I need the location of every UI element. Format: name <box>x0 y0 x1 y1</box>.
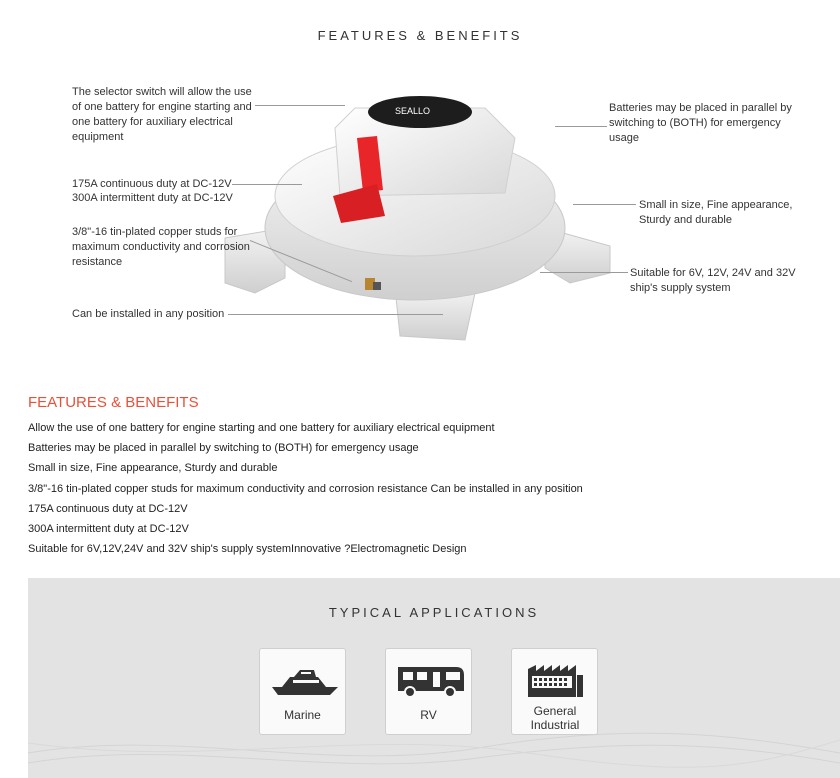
application-card-industrial[interactable] <box>511 648 598 735</box>
application-card-rv[interactable] <box>385 648 472 735</box>
callout-parallel: Batteries may be placed in parallel by switching to (BOTH) for emergency usage <box>609 102 792 144</box>
callout-line <box>555 126 607 127</box>
callout-studs: 3/8"-16 tin-plated copper studs for maximum conductivity and corrosion resistance <box>72 226 250 268</box>
applications-section <box>28 578 840 778</box>
feature-item: 3/8"-16 tin-plated copper studs for maximum conductivity and corrosion resistance Can be installed in any position <box>28 482 583 495</box>
callout-suitable: Suitable for 6V, 12V, 24V and 32V ship's supply system <box>630 267 796 294</box>
feature-item: Suitable for 6V,12V,24V and 32V ship's supply systemInnovative ?Electromagnetic Design <box>28 543 467 556</box>
feature-item: 300A intermittent duty at DC-12V <box>28 523 189 536</box>
callout-selector: The selector switch will allow the use of one battery for engine starting and one battery for auxiliary electrical equipment <box>72 86 252 143</box>
callout-line <box>232 184 302 185</box>
rv-icon <box>386 661 473 699</box>
feature-item: 175A continuous duty at DC-12V <box>28 502 188 515</box>
yacht-icon <box>260 661 347 699</box>
callout-size: Small in size, Fine appearance, Sturdy and durable <box>639 199 793 226</box>
feature-item: Batteries may be placed in parallel by switching to (BOTH) for emergency usage <box>28 442 419 455</box>
application-label: RV <box>420 708 437 722</box>
top-title: FEATURES & BENEFITS <box>317 28 523 43</box>
callout-duty-intermittent: 300A intermittent duty at DC-12V <box>72 192 233 204</box>
callout-duty-continuous: 175A continuous duty at DC-12V <box>72 178 232 190</box>
applications-title: TYPICAL APPLICATIONS <box>328 605 540 620</box>
callout-line <box>228 314 443 315</box>
feature-item: Small in size, Fine appearance, Sturdy and durable <box>28 462 278 475</box>
callout-line <box>573 204 636 205</box>
application-label: General Industrial <box>530 704 580 732</box>
callout-line <box>540 272 628 273</box>
features-heading: FEATURES & BENEFITS <box>28 394 199 411</box>
application-label: Marine <box>284 708 321 722</box>
callout-position: Can be installed in any position <box>72 308 225 320</box>
svg-text:SEALLO: SEALLO <box>395 106 431 116</box>
features-list <box>28 418 583 559</box>
feature-item: Allow the use of one battery for engine starting and one battery for auxiliary electrical equipment <box>28 422 495 434</box>
callout-line <box>255 105 345 106</box>
application-card-marine[interactable] <box>259 648 346 735</box>
battery-switch-image <box>215 78 625 358</box>
factory-icon <box>512 661 599 699</box>
